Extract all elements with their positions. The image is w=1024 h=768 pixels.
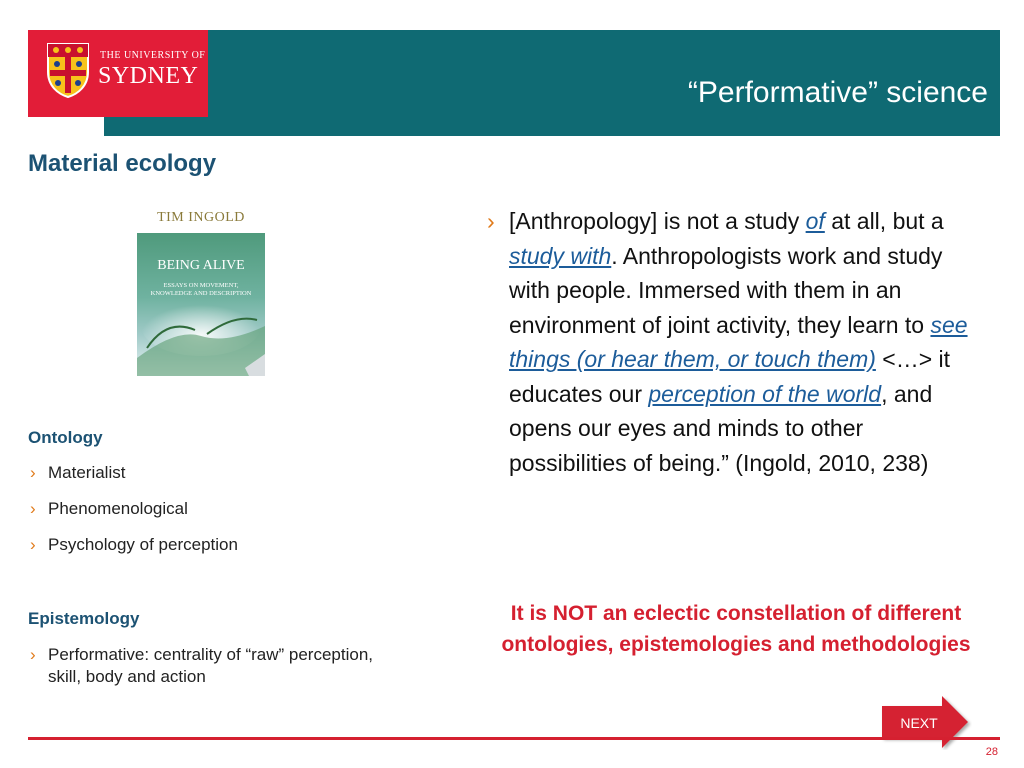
page-number: 28: [985, 746, 998, 758]
list-item: [28, 535, 238, 571]
quote-segment: at all, but a: [824, 208, 944, 234]
book-title: BEING ALIVE: [157, 258, 245, 273]
footer-divider: [28, 737, 1000, 740]
list-item-text: Materialist: [48, 463, 126, 482]
chevron-right-icon: ›: [30, 463, 36, 482]
book-subtitle-line: ESSAYS ON MOVEMENT,: [163, 282, 239, 289]
callout-text: It is NOT an eclectic constellation of different ontologies, epistemologies and methodologies: [501, 602, 971, 656]
book-subtitle: [143, 282, 259, 298]
quote-segment: , and opens our eyes and minds to other possibilities of being.” (Ingold, 2010, 238): [509, 380, 933, 476]
link-of[interactable]: of: [805, 208, 825, 234]
chevron-right-icon: ›: [30, 535, 36, 554]
link-study-with[interactable]: study with: [509, 242, 612, 269]
quote-text: [509, 204, 983, 480]
book-author: TIM INGOLD: [157, 210, 245, 225]
chevron-right-icon: ›: [487, 208, 495, 234]
list-item: [28, 463, 238, 499]
next-button-label: NEXT: [900, 715, 938, 731]
ontology-list: [28, 463, 238, 571]
slide-title: “Performative” science: [687, 76, 988, 109]
quote-segment: . Anthropologists work and study with people. Immersed with them in an environment of joint activity, they learn to: [509, 242, 943, 338]
section-title: Material ecology: [28, 150, 217, 177]
logo-text-large: SYDNEY: [98, 63, 199, 89]
list-item: [28, 644, 388, 688]
next-button[interactable]: [880, 694, 972, 750]
university-logo: [28, 30, 208, 117]
epistemology-list: [28, 644, 388, 688]
epistemology-heading: Epistemology: [28, 609, 140, 628]
list-item-text: Performative: centrality of “raw” perception, skill, body and action: [48, 645, 374, 686]
chevron-right-icon: ›: [30, 499, 36, 518]
list-item: [28, 499, 238, 535]
list-item-text: Phenomenological: [48, 499, 188, 518]
link-see-things[interactable]: see things (or hear them, or touch them): [509, 311, 968, 372]
ontology-heading: Ontology: [28, 428, 103, 447]
quote-segment: <…> it educates our: [509, 346, 951, 407]
link-perception-of-the-world[interactable]: perception of the world: [648, 380, 882, 407]
list-item-text: Psychology of perception: [48, 535, 238, 554]
quote-segment: [Anthropology] is not a study: [509, 208, 806, 234]
chevron-right-icon: ›: [30, 645, 36, 664]
book-cover: [137, 208, 265, 376]
book-subtitle-line: KNOWLEDGE AND DESCRIPTION: [150, 290, 252, 297]
quote-block: [487, 204, 983, 480]
crest-icon: [46, 42, 90, 98]
logo-text-small: THE UNIVERSITY OF: [100, 50, 206, 61]
